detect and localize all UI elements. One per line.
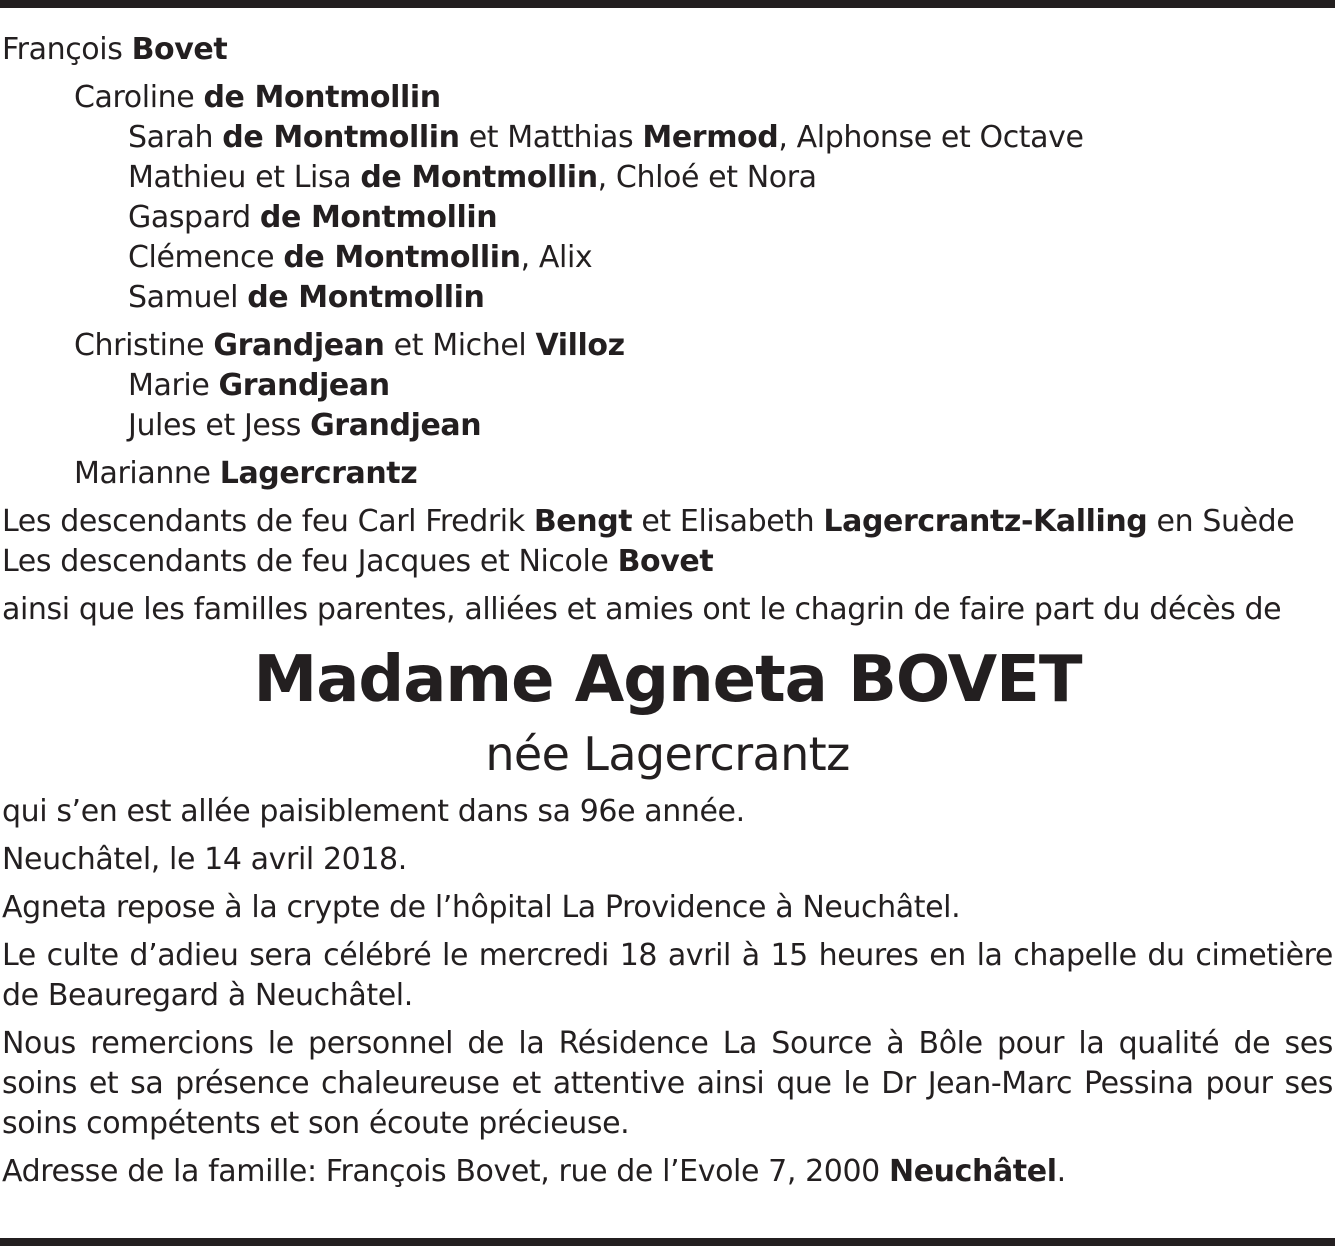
family-text: , Alphonse et Octave	[778, 120, 1084, 155]
family-surname: Grandjean	[310, 408, 482, 443]
family-line	[2, 454, 1333, 494]
family-text: Les descendants de feu Carl Fredrik	[2, 504, 534, 539]
family-text: Samuel	[128, 280, 248, 315]
family-address-text: Adresse de la famille: François Bovet, rue de l’Evole 7, 2000	[2, 1154, 890, 1189]
family-text: Mathieu et Lisa	[128, 160, 361, 195]
family-line	[2, 78, 1333, 118]
family-text: et Elisabeth	[632, 504, 824, 539]
repose-location: Agneta repose à la crypte de l’hôpital La Providence à Neuchâtel.	[2, 890, 961, 925]
deceased-maiden-name: née Lagercrantz	[485, 727, 850, 781]
family-text: Clémence	[128, 240, 284, 275]
family-text: Gaspard	[128, 200, 260, 235]
family-text: François	[2, 32, 132, 67]
family-line	[2, 590, 1333, 630]
family-text: Marie	[128, 368, 219, 403]
family-line	[2, 118, 1333, 158]
family-text: Marianne	[74, 456, 220, 491]
family-text: et Michel	[384, 328, 536, 363]
family-text: , Chloé et Nora	[597, 160, 817, 195]
family-surname: Bovet	[131, 32, 228, 67]
family-surname: Bengt	[533, 504, 633, 539]
family-address	[2, 1152, 1333, 1192]
family-surname: de Montmollin	[360, 160, 598, 195]
family-text: Jules et Jess	[128, 408, 311, 443]
family-line	[2, 326, 1333, 366]
family-address-city: Neuchâtel	[889, 1154, 1057, 1189]
family-line	[2, 238, 1333, 278]
family-line	[2, 198, 1333, 238]
family-text: en Suède	[1147, 504, 1295, 539]
family-text: Christine	[74, 328, 214, 363]
family-surname: Lagercrantz	[219, 456, 418, 491]
family-surname: de Montmollin	[259, 200, 498, 235]
place-and-date: Neuchâtel, le 14 avril 2018.	[2, 842, 407, 877]
acknowledgements: Nous remercions le personnel de la Résidence La Source à Bôle pour la qualité de ses soins et sa présence chaleureuse et attentive ainsi que le Dr Jean-Marc Pessina pour ses soins compétents et son écoute précieuse.	[2, 1026, 1333, 1141]
family-line	[2, 158, 1333, 198]
family-text: ainsi que les familles parentes, alliées et amies ont le chagrin de faire part du décès de	[2, 592, 1282, 627]
ceremony-details: Le culte d’adieu sera célébré le mercredi 18 avril à 15 heures en la chapelle du cimetière de Beauregard à Neuchâtel.	[2, 938, 1333, 1013]
family-surname: Mermod	[642, 120, 779, 155]
family-surname: Grandjean	[218, 368, 390, 403]
family-line	[2, 406, 1333, 446]
top-border-rule	[0, 0, 1335, 8]
bottom-border-rule	[0, 1238, 1335, 1246]
family-text: , Alix	[520, 240, 593, 275]
family-surname: Lagercrantz-Kalling	[823, 504, 1148, 539]
family-text: Sarah	[128, 120, 223, 155]
family-surname: de Montmollin	[203, 80, 441, 115]
family-surname: Villoz	[535, 328, 625, 363]
family-list	[2, 30, 1333, 630]
family-text: Caroline	[74, 80, 204, 115]
family-line	[2, 542, 1333, 582]
family-surname: de Montmollin	[222, 120, 460, 155]
age-statement: qui s’en est allée paisiblement dans sa 96e année.	[2, 794, 745, 829]
family-surname: de Montmollin	[283, 240, 521, 275]
family-address-end: .	[1056, 1154, 1066, 1189]
family-text: Les descendants de feu Jacques et Nicole	[2, 544, 618, 579]
family-text: et Matthias	[459, 120, 643, 155]
family-surname: de Montmollin	[247, 280, 485, 315]
family-line	[2, 30, 1333, 70]
obituary-notice	[2, 30, 1333, 1192]
family-line	[2, 366, 1333, 406]
family-surname: Bovet	[617, 544, 714, 579]
family-line	[2, 278, 1333, 318]
family-surname: Grandjean	[213, 328, 385, 363]
family-line	[2, 502, 1333, 542]
deceased-name: Madame Agneta BOVET	[253, 643, 1082, 717]
